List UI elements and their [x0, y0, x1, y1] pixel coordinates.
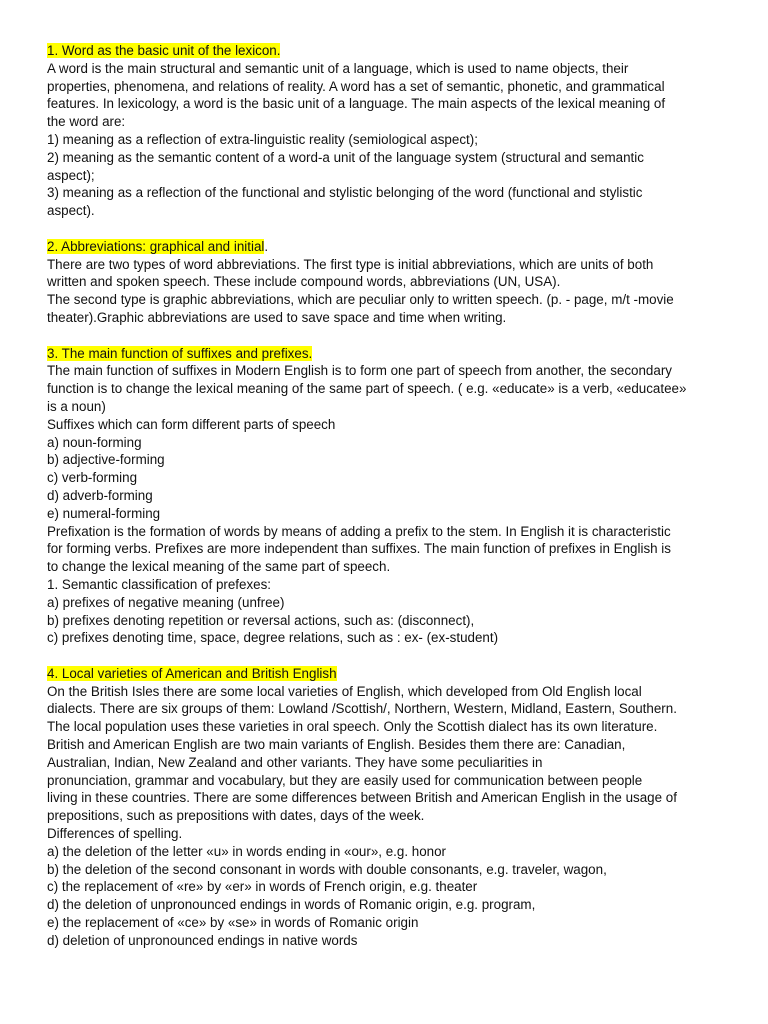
body-line: for forming verbs. Prefixes are more independent than suffixes. The main function of prefixes in English is [47, 541, 671, 557]
body-line: to change the lexical meaning of the same part of speech. [47, 559, 391, 575]
body-line: 2) meaning as the semantic content of a word-a unit of the language system (structural and semantic [47, 149, 644, 165]
section-heading [47, 42, 728, 60]
list-item: b) prefixes denoting repetition or reversal actions, such as: (disconnect), [47, 612, 475, 628]
heading-highlight: 2. Abbreviations: graphical and initial [47, 238, 265, 254]
body-line: On the British Isles there are some local varieties of English, which developed from Old English local [47, 683, 642, 699]
body-line: Prefixation is the formation of words by means of adding a prefix to the stem. In English it is characteristic [47, 523, 671, 539]
body-line: The second type is graphic abbreviations, which are peculiar only to written speech. (p. - page, m/t -movie [47, 292, 674, 308]
body-line: aspect). [47, 203, 95, 219]
body-line: the word are: [47, 114, 126, 130]
heading-highlight: 3. The main function of suffixes and prefixes. [47, 345, 313, 361]
section-heading [47, 345, 728, 363]
body-line: is a noun) [47, 398, 106, 414]
body-line: function is to change the lexical meaning of the same part of speech. ( e.g. «educate» is a verb, «educatee» [47, 381, 687, 397]
body-line: features. In lexicology, a word is the basic unit of a language. The main aspects of the lexical meaning of [47, 96, 666, 112]
body-line: The local population uses these varieties in oral speech. Only the Scottish dialect has its own literature. [47, 719, 658, 735]
body-line: Differences of spelling. [47, 826, 183, 842]
list-item: c) verb-forming [47, 470, 138, 486]
section-3 [47, 345, 728, 648]
list-item: d) deletion of unpronounced endings in native words [47, 932, 358, 948]
body-line: There are two types of word abbreviations. The first type is initial abbreviations, which are units of both [47, 256, 654, 272]
list-item: b) adjective-forming [47, 452, 165, 468]
body-line: A word is the main structural and semantic unit of a language, which is used to name objects, their [47, 60, 629, 76]
body-line: written and spoken speech. These include compound words, abbreviations (UN, USA). [47, 274, 561, 290]
body-line: 1) meaning as a reflection of extra-linguistic reality (semiological aspect); [47, 131, 478, 147]
section-heading [47, 238, 728, 256]
section-heading [47, 665, 728, 683]
list-item: a) the deletion of the letter «u» in words ending in «our», e.g. honor [47, 843, 447, 859]
list-item: e) numeral-forming [47, 505, 161, 521]
body-line: 1. Semantic classification of prefexes: [47, 576, 272, 592]
list-item: c) prefixes denoting time, space, degree relations, such as : ex- (ex-student) [47, 630, 499, 646]
body-line: properties, phenomena, and relations of reality. A word has a set of semantic, phonetic, and grammatical [47, 78, 665, 94]
heading-highlight: 4. Local varieties of American and British English [47, 665, 337, 681]
body-line: prepositions, such as prepositions with dates, days of the week. [47, 808, 425, 824]
body-line: 3) meaning as a reflection of the functional and stylistic belonging of the word (functional and stylistic [47, 185, 643, 201]
list-item: a) noun-forming [47, 434, 142, 450]
list-item: d) adverb-forming [47, 487, 153, 503]
heading-highlight: 1. Word as the basic unit of the lexicon. [47, 43, 281, 58]
list-item: e) the replacement of «ce» by «se» in words of Romanic origin [47, 915, 419, 931]
body-line: living in these countries. There are some differences between British and American English in the usage of [47, 790, 677, 806]
list-item: c) the replacement of «re» by «er» in words of French origin, e.g. theater [47, 879, 478, 895]
section-4 [47, 665, 728, 950]
section-2 [47, 238, 728, 327]
list-item: b) the deletion of the second consonant in words with double consonants, e.g. traveler, wagon, [47, 861, 607, 877]
body-line: British and American English are two main variants of English. Besides them there are: Canadian, [47, 737, 626, 753]
section-1 [47, 42, 728, 220]
section-spacer [47, 327, 728, 345]
body-line: Suffixes which can form different parts of speech [47, 416, 336, 432]
list-item: d) the deletion of unpronounced endings in words of Romanic origin, e.g. program, [47, 897, 536, 913]
body-line: theater).Graphic abbreviations are used to save space and time when writing. [47, 309, 507, 325]
body-line: aspect); [47, 167, 95, 183]
body-line: Australian, Indian, New Zealand and other variants. They have some peculiarities in [47, 754, 543, 770]
body-line: dialects. There are six groups of them: Lowland /Scottish/, Northern, Western, Midland, Eastern, Southern. [47, 701, 677, 717]
body-line: The main function of suffixes in Modern English is to form one part of speech from another, the secondary [47, 363, 672, 379]
heading-suffix: . [264, 238, 269, 254]
section-spacer [47, 220, 728, 238]
body-line: pronunciation, grammar and vocabulary, but they are easily used for communication between people [47, 772, 643, 788]
section-spacer [47, 647, 728, 665]
list-item: a) prefixes of negative meaning (unfree) [47, 594, 285, 610]
